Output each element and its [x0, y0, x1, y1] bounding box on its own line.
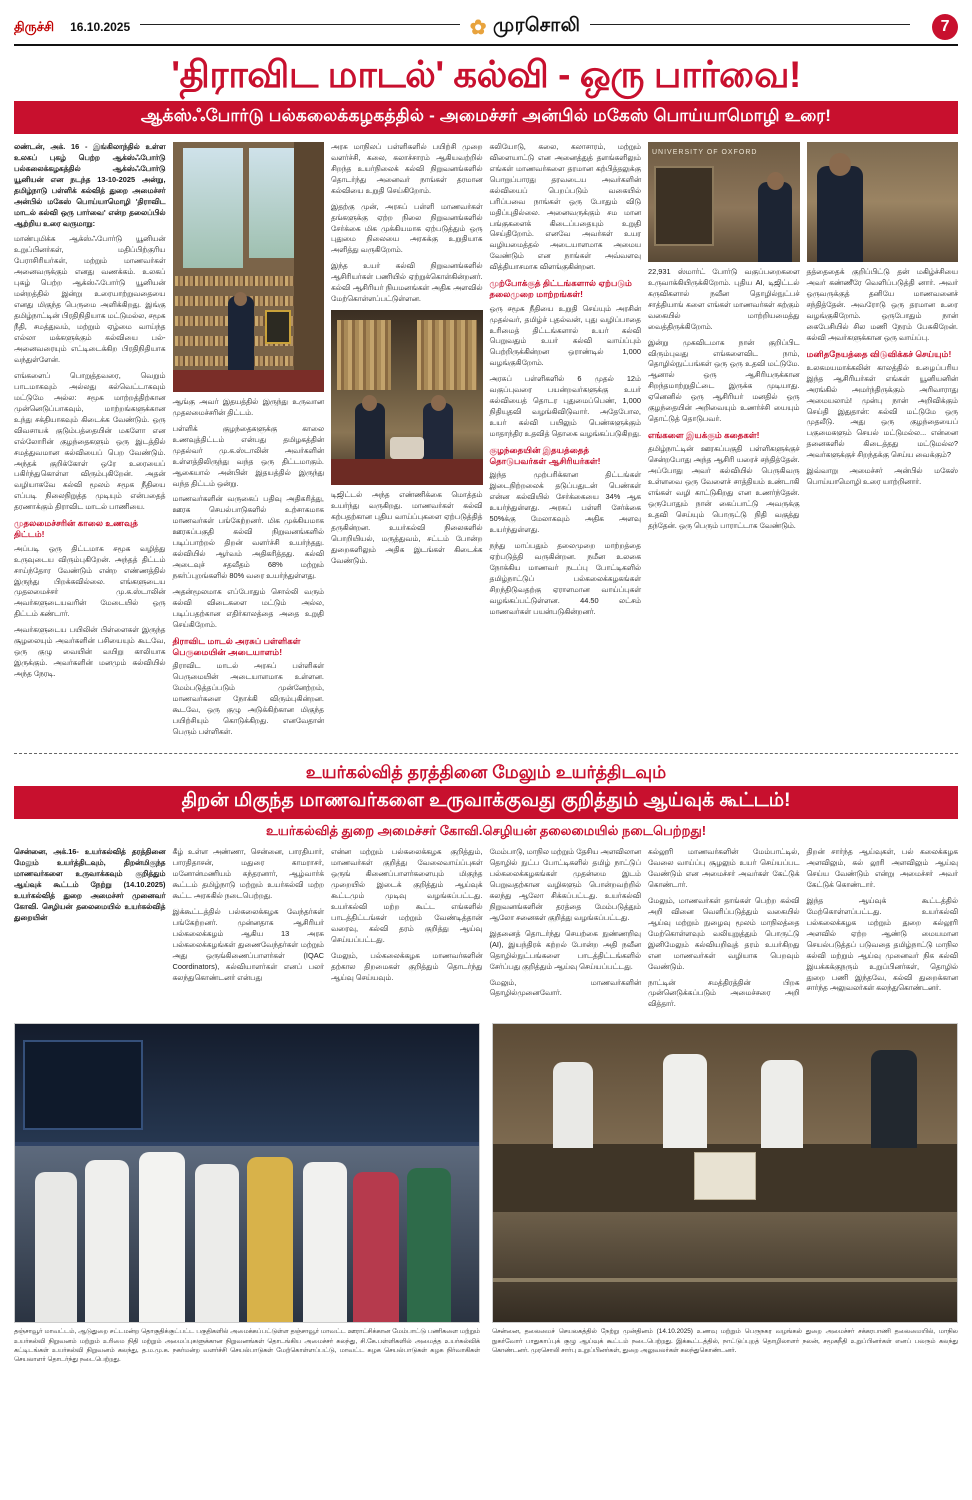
minister-standing-figure — [758, 182, 792, 262]
paragraph: இக்கூட்டத்தில் பல்கலைக்கழக வேந்தர்கள் பங்கேற்றனர். முன்னதாக ஆசிரியர் பல்கலைக்கழம் ஆகிய 13 அரசு பல்கலைக்கழங்கள் துணைவேந்தர்கள் மற்றும் அது ஒருங்கிணைப்பாளர்கள் (IQAC Coordinators), கல்வியாளர்கள் எனப் பலர் கலந்துகொண்டனர் என்பது — [172, 906, 324, 982]
paragraph: மேம்பாடு, மாநில மற்றும் தேசிய அளவிலான தொழில் நுட்ப போட்டிகளில் தமிழ் நாட்டுப் பல்கலைக்கழகங்கள் முதன்மை இடம் பெறுவதற்கான வழிகளும் பொன்றவற்றில் கலந்து ஆலோ சிக்கப்பட்டது. உயர்கல்வி நிறுவனங்களின் தரத்தை மேம்படுத்தும் ஆலோ சனைகள் குறித்து வழங்கப்பட்டது. — [489, 847, 641, 922]
dateline-paragraph: சென்னை, அக்.16- உயர்கல்வித் தரத்தினை மேலும் உயர்த்திடவும், திறன்மிகுந்த மாணவர்களை உருவாக்கவும் குறித்தும் ஆய்வுக் கூட்டம் நேற்று (14.10.2025) உயர்கல்வித் துறை அமைச்சர் முனைவர் கோவி. செழியன் தலைமையில் உயர்கல்வித் துறையின் — [14, 847, 166, 922]
story2-column-4 — [490, 847, 642, 1015]
paragraph: இந்த முற்பரிக்கான திட்டங்கள் இடைநிற்றலைக் தடுப்பதுடன் பெண்கள் என்ன கல்வியில் சேர்க்கையை 34% ஆக உயர்ந்துள்ளது. அரசுப் பள்ளி சேர்க்கை 50%க்கு மேலாகவும் அதிக அளவு உயர்ந்துள்ளது. — [489, 470, 641, 535]
paragraph: நந்து மாப்பதும் தலைமுறை மாற்றத்தை ஏற்படுத்தி வருகின்றன. நமீன உலகை நோக்கிய மாணவர் நடப்பு போட்டிகளில் தமிழ்நாட்டுப் பல்கலைக்கழகங்கள் சிறந்திடுவதற்கு ஏராளமான வாய்ப்புகள் வழங்கப்பட்டுள்ளன. 44.50 லட்சம் மாணவர்கள் பயன்படுகின்றனர். — [489, 541, 641, 616]
publication-date: 16.10.2025 — [70, 19, 131, 34]
story-column-6 — [807, 142, 959, 743]
paragraph: டிஜிட்டல் அந்த எண்ணிக்கை மொத்தம் உயர்ந்து வருகிறது. மாணவர்கள் கல்வி கற்பதற்கான புதிய வாய்ப்புகளை ஏற்படுத்தித் தருகின்றன. உயர்கல்வி நிலைகளில் பொறியியல், மருத்துவம், சட்டம் போன்ற துறைகளிலும் அதிக இடங்கள் கிடைக்க வேண்டும். — [331, 490, 483, 565]
speaker-right-head — [431, 395, 446, 411]
paragraph: மேலும், பல்கலைக்கழக மாணவர்களின் தற்கால திறமைகள் குறித்தும் தொடர்ந்து ஆய்வு செய்யவும். — [331, 950, 483, 982]
story-column-1 — [14, 142, 166, 743]
carpet — [173, 370, 325, 392]
paragraph: திறன் சார்ந்த ஆய்வுகள், பல் கலைக்கழக அளவிலும், கல் லூரி அளவிலும் ஆய்வு செய்ய வேண்டும் என்று அமைச்சர் அவர் கேட்டுக் கொண்டார். — [806, 847, 958, 889]
dateline-paragraph: லண்டன், அக். 16 - இங்கிலாந்தில் உள்ள உலகப் புகழ் பெற்ற ஆக்ஸ்ஃபோர்டு பல்கலைக்கழகத்தில் ஆக்ஸ்ஃபோர்டு யூனியன் என நடந்த 13-10-2025 அன்று, தமிழ்நாடு பள்ளிக் கல்வித் துறை அமைச்சர் அன்பில் மகேஸ் பொய்யாமொழி 'திராவிட மாடல் கல்வி ஒரு பார்வை' என்ற தலைப்பில் ஆற்றிய உரை வருமாறு: — [14, 141, 166, 228]
story-column-4 — [490, 142, 642, 743]
paragraph: அவர்களுடைய பயிலின் பிள்ளைகள் இருந்த சூழலையும் அவர்களின் பசியையும் கூடவே, ஒரு குழு வையின் வயிறு காலியாக இருக்கும். அவர்களின் மனமும் கல்வியில் அந்த நேரடி. — [14, 625, 166, 679]
paragraph: கல்லூரி மாணவர்களின் மேம்பாட்டில், வேலை வாய்ப்பு சூழலும் உயர் செய்யப்பட வேண்டும் என அமைச்சர் அவர்கள் கேட்டுக் கொண்டார். — [648, 847, 800, 889]
bottom-right-caption: சென்னை, தலைமைச் செயலகத்தில் நேற்று முன்தினம் (14.10.2025) உணவு மற்றும் பெருநகர வழங்கல் துறை அமைச்சர் சக்கரபாணி தலைமையில், மாநில நுகர்வோர் பாதுகாப்புக் குழு ஆய்வுக் கூட்டம் நடைபெற்றது. இக்கூட்டத்தில், நாட்டுப்புறத் தொழிலாளர் நலன், சமூகநீதி உறுப்பினர்கள் எனப் பலரும் கலந்து கொண்டனர். முரசொலி சார்பு உறுப்பினர்கள், துறை அலுவலர்கள் கலந்துகொண்டனர். — [492, 1328, 958, 1354]
section-heading: குழந்தையின் இதயத்தைத் தொடுபவர்கள் ஆசிரியர்கள்! — [489, 445, 601, 467]
panel-discussion-photo — [331, 310, 483, 485]
story2-column-2 — [173, 847, 325, 1015]
paragraph: அரசு மாநிலப் பள்ளிகளில் பயிற்சி முறை வளர்ச்சி, கலை, கலாச்சாரம் ஆகியவற்றில் சிறந்த உயர்நிலைக் கல்வி நிறுவனங்களில் தொடர்ந்து அனைவர் நாங்கள் தரமான கல்வியை உறுதி செய்கிறோம். — [331, 141, 483, 195]
paragraph: என்ன மற்றும் பல்கலைக்கழக குறித்தும், மாணவர்கள் குறித்து வேலைவாய்ப்புகள் ஒருங் கிணைப்பாளர்களையும் மிகுந்த முறையில் இடைக் குறித்தும் ஆய்வுக் கூட்டமும் முடிவு வழங்கப்பட்டது. உயர்கல்வி மற்ற கூட்ட எங்களில் பாடத்திட்டங்கள் மற்றும் வேண்டித்தான் வரைவு, கல்வி தரம் குறித்து ஆய்வு செய்யப்பட்டது. — [331, 847, 483, 944]
masthead-rule-right — [590, 24, 910, 25]
person-8 — [407, 1168, 451, 1322]
section-heading: மனிதநேயத்தை விடுவிக்கச் செய்யும்! — [806, 348, 952, 359]
oxford-doorway — [654, 166, 714, 246]
speaker-right — [423, 403, 453, 463]
window-right — [249, 148, 295, 258]
person-1 — [35, 1172, 77, 1322]
audience-table-edge — [493, 1278, 957, 1282]
masthead-rule-left — [140, 24, 460, 25]
paragraph: மேலும், மாணவர்களின் தொழில்முனைவோர். — [489, 977, 641, 998]
paragraph: இதனைத் தொடர்ந்து செயற்கை நுண்ணறிவு (AI), இயந்திரக் கற்றல் போன்ற அதி நவீன தொழில்நுட்பங்களை பாடத்திட்டங்களில் சேர்ப்பது குறித்தும் ஆய்வு செய்யப்பட்டது. — [489, 928, 641, 971]
emblem-placard — [694, 1152, 756, 1200]
person-7 — [353, 1172, 399, 1322]
bottom-photo-row — [14, 1023, 958, 1364]
bookshelf-right — [294, 142, 324, 392]
main-story-grid — [14, 142, 958, 743]
section-heading: முற்போக்குத் திட்டங்களால் ஏற்படும் தலைமுறை மாற்றங்கள்! — [489, 278, 632, 300]
section-heading: முதலமைச்சரின் காலை உணவுத் திட்டம்! — [14, 518, 138, 540]
portrait-head — [829, 153, 851, 176]
person-2 — [85, 1160, 129, 1322]
story2-head-sub: உயர்கல்வித் துறை அமைச்சர் கோவி.செழியன் தலைமையில் நடைபெற்றது! — [265, 823, 707, 839]
ribbon-cutting-photo — [14, 1023, 480, 1323]
library-photo — [173, 142, 325, 392]
masthead-title: முரசொலி — [492, 15, 581, 36]
paragraph: 22,931 ஸ்மார்ட் போர்டு வகுப்பறைகளை உருவாக்கியிருக்கிறோம். புதிய AI, டிஜிட்டல் கருவிகளால் நவீன தொழில்நுட்பச் சாத்தியாங் களை எங்கள் மாணவர்கள் கற்கும் வகையில் மாற்றியமைத்து வைத்திருக்கிறோம். — [648, 266, 800, 331]
story2-column-6 — [807, 847, 959, 1015]
sub-headline-bar: ஆக்ஸ்ஃபோர்டு பல்கலைக்கழகத்தில் - அமைச்சர் அன்பில் மகேஸ் பொய்யாமொழி உரை! — [14, 101, 958, 134]
window-left — [183, 148, 243, 268]
paragraph: அதன்மூலமாக எப்போதும் சொல்லி வரும் கல்வி விடைகளை மட்டும் அல்ல, படிப்பதற்கான எதிர்காலத்தை அதை உறுதி செய்கிறோம். — [172, 587, 324, 629]
paragraph: கலியோடு, கலை, கலாசாரம், மற்றும் விளையாட்டு என அனைத்துத் தளங்களிலும் எங்கள் மாணவர்களை தரமான கற்பித்தலுக்கு பொறுப்பாரது தரவடைய அவர்களின் கல்வியைப் பெறப்படும் வகையில் பரிப்பவை நாங்கள் ஒரு போதும் விடு மதிப்புதில்லை. அனைவருக்கும் சம மான பங்குகளைக் கிடைப்பதையும் உறுதி செய்திறோம். எனவே அவர்கள் உயர வழியமைத்தல் அடையாளமாக அமைய வேண்டும் என நாங்கள் அவ்வளவு வித்தியாசமாக விளங்குகின்றன. — [489, 141, 641, 272]
main-headline: 'திராவிட மாடல்' கல்வி - ஒரு பார்வை! — [171, 54, 801, 95]
bottom-photo-left-block — [14, 1023, 480, 1364]
story-column-5 — [648, 142, 800, 743]
speaker-left — [355, 403, 385, 463]
library-photo-scene — [173, 142, 325, 392]
person-3 — [139, 1152, 185, 1322]
person-5 — [247, 1157, 293, 1322]
panel-carpet — [331, 459, 483, 485]
story2-head-bar: திறன் மிகுந்த மாணவர்களை உருவாக்குவது குறித்தும் ஆய்வுக் கூட்டம்! — [14, 786, 958, 819]
paragraph: பள்ளிக் குழந்தைகளுக்கு காலை உணவுத்திட்டம் என்பது தமிழகத்தின் முதல்வர் மு.க.ஸ்டாலின் அவர்களின் உள்ளத்திலிருந்து வந்த ஒரு திட்டமாகும். ஆகையால் அன்பின் இதயத்தில் இருந்து வந்த திட்டம் ஒன்று. — [172, 423, 324, 488]
bookshelf-panel-right — [417, 320, 477, 390]
bottom-photo-right-block — [492, 1023, 958, 1364]
paragraph: தமிழ்நாட்டின் ஊரகப்பகுதி பள்ளிகளுக்குச் சென்றபோது அந்த ஆசிரி யரைச் சந்தித்தேன். அப்போது அவர் கல்வியில் பெருகிவரு உள்ளவை ஒரு வேளைச் சாத்தியம் உண்டாகி எங்கள் வழி காட்டுகிறது என உணர்ந்தேன். ஒருபோதும் நான் கைப்பாட்டு அவருக்கு உதவி செய்யும் பொருட்டு நிதி வகுத்து தந்தேன். ஒரு பெரும் பாராட்டாக வேண்டும். — [648, 444, 800, 531]
story2-column-3 — [331, 847, 483, 1015]
masthead-left — [14, 19, 130, 36]
paragraph: திராவிட மாடல் அரசுப் பள்ளிகள் பெருமையின் அடையாளமாக உள்ளன. மேம்படுத்தப்படும் முன்னேற்றம், மாணவர்களை நோக்கி விரும்புகின்றன. கூடவே, ஒரு குழு அடுக்கிற்கான மிகுந்த பயிற்சியும் கொடுக்கிறது. எனவேதான் பெரும் பள்ளிகள். — [172, 661, 324, 736]
paragraph: தத்தைதைக் குறிப்பிட்டு தன் மகிழ்ச்சியை அவர் கண்ணீரே வெளிப்படுத்தி னார். அவர் ஒருவருக்குத் தனியே மாணவனைச் சந்தித்தேன். அவரோடு ஒரு தரமான உரை வழங்குகிறோம். ஒருபோதும் நான் கைபேசியில் சில மணி நேரம் பேசுகிறேன். கல்வி அவர்களுக்கான ஒரு வாய்ப்பு. — [806, 266, 958, 342]
second-story-grid — [14, 847, 958, 1015]
framed-portrait — [265, 310, 291, 344]
official-4 — [871, 1050, 917, 1148]
page-number-badge: 7 — [932, 14, 958, 40]
bottom-left-caption: தஞ்சாவூர் மாவட்டம், ஆடுதுறை சட்டமன்ற தொகுதிக்குட்பட்ட பகுதிகளில் அமைக்கப்பட்டுள்ள தஞ்சாவூர் மாவட்ட ஊராட்சிக்கான மேம்பாட்டு பணிகளை மற்றும் உயர்கல்வி நிறுவனம் மற்றும் உரிமை நிதி மற்றும் அமைப்புகளுக்கான நிறுவனங்கள் தொடங்கிய அமைச்சர் கலந்து, சி.கே.பள்ளிகளில் அமைத்த உயர்கல்விக் கட்டிடங்கள் உயர்கல்வி நிறுவனம் கலந்து, த.ம.மு.க. நகர்மன்ற வளர்ச்சி செயல்பாடுகள் மேற்கொள்ளப்பட்டு, மாவட்ட கழக செயல்பாடுகள் கழக நிர்வாகிகள் செயலாளர் தொடர்ந்து நடைபெற்றது. — [14, 1328, 480, 1364]
paragraph: ஆங்கு அவர் இதயத்தில் இருந்து உருவான முதலமைச்சரின் திட்டம். — [172, 396, 324, 417]
minister-standing-head — [767, 172, 784, 190]
audience-area — [493, 1212, 957, 1322]
paragraph: இந்த உயர் கல்வி நிறுவனங்களில் ஆசிரியர்கள் பணியில் ஏற்றுக்கொள்கின்றனர். கல்வி ஆசிரியர் நியமனங்கள் அதிக அளவில் மேற்கொள்ளப்பட்டுள்ளன. — [331, 261, 483, 304]
person-6 — [303, 1162, 347, 1322]
oxford-building-photo — [648, 142, 800, 262]
edition-place: திருச்சி — [14, 18, 55, 34]
oxford-portrait-photo — [807, 142, 959, 262]
paragraph: அப்படி ஒரு திட்டமாக சமூக வழித்து உருவுடைய விரும்புகிறேன். அந்தத் திட்டம் சாய்ந்தோர வேண்டும் என்ற எண்ணத்தில் இருந்து பிறக்கவில்லை. எங்களுடைய முதலமைச்சர் மு.க.ஸ்டாலின் அவர்களுடையவரின் மேடையில் ஒரு திட்டம் கண்டார். — [14, 543, 166, 619]
paragraph: இந்த ஆய்வுக் கூட்டத்தில் மேற்கொள்ளப்பட்டது. உயர்கல்வி பல்கலைக்கழக மற்றும் துறை கல்லூரி அளவில் ஏற்ற ஆண்டு மையமான செயல்படுத்தப் படுவதை தமிழ்நாட்டு மாநில கல்வி மற்றும் ஆய்வு முனைவர் நிக கல்வி இயக்கக்குநரும் உறுப்பினர்கள், தொழில் துறை பணி இந்தவே, கல்வி துறைக்கான சார்ந்த அலுவலர்கள் கலந்துகொண்டனர். — [806, 895, 958, 993]
story2-column-5 — [648, 847, 800, 1015]
official-1 — [553, 1062, 593, 1148]
masthead — [14, 10, 958, 46]
coffee-table — [390, 437, 424, 459]
paragraph: இவ்வாறு அமைச்சர் அன்பில் மகேஸ் பொய்யாமொழி உரை யாற்றினார். — [806, 466, 958, 487]
paragraph: மாண்புமிக்க ஆக்ஸ்ஃபோர்டு யூனியன் உறுப்பினர்கள், மதிப்பிற்குரிய பேராசிரியர்கள், மற்றும் மாணவர்கள் அனைவருக்கும் எனது வணக்கம். உலகப் புகழ் பெற்ற ஆக்ஸ்ஃபோர்டு யூனியன் மன்றத்தில் இன்று உரையாற்றுவதையை எனது மிகுந்த பெருமை அளிக்கிறது. இங்கு தமிழ்நாட்டின் பிரதிநிதியாக மட்டுமல்ல, சமூக நீதி, சமத்துவம், மற்றும் ஏழ்மை வாய்ந்த எல்லா மக்களுக்கும் கல்வியை பல்-அனைவரையும் எட்டிடைக்கிற பிரதிநிதியாக வந்துள்ளேன். — [14, 234, 166, 364]
official-2 — [663, 1054, 707, 1148]
paragraph: உலகமயமாக்கலின் காலத்தில் உழைப்பரிய இந்த ஆசிரியர்கள் எங்கள் யூனியனின் அரங்கில் அமர்ந்திருக்கும் அரிவாராது அமையலாம்! முன்பு நான் அறிவிக்கும் செய்தி இதுதான்: கல்வி மட்டுமே ஒரு முதலீடு. அது ஒரு குழந்தையைப் பகுமைகளும் செயல் மட்டுமல்ல... என்னை தனைகளில் கிடைத்தது மட்டுமல்ல? அவர்களுக்குச் சிறந்தக்கு செய்ய வைக்கும்? — [806, 362, 958, 460]
bookshelf-panel-left — [337, 320, 391, 390]
story-column-3 — [331, 142, 483, 743]
paragraph: ஒரு சமூக நீதியை உறுதி செய்யும் அரசின் முதல்வர், தமிழ்ச் புதல்வன், புது வழிப்பாதை உரிமைத் திட்டங்களால் உயர் கல்வி பெறுவதும் உயர் கல்வி வாய்ப்பும் பெற்றிருக்கின்றன ஒராண்டில் 1,000 வழங்குகிறோம். — [489, 303, 641, 368]
official-3 — [761, 1060, 803, 1148]
oxford-sign-label: UNIVERSITY OF OXFORD — [652, 148, 758, 156]
section-heading: திராவிட மாடல் அரசுப் பள்ளிகள் பெருமையின் அடையாளம்! — [172, 635, 301, 658]
story-column-2 — [173, 142, 325, 743]
story2-column-1 — [14, 847, 166, 1015]
flame-icon: ✿ — [469, 16, 487, 39]
masthead-logo — [470, 15, 581, 40]
meeting-hall-photo — [492, 1023, 958, 1323]
paragraph: எங்களைப் பொறுத்தவரை, வெறும் பாடமாகவும் அல்லது கல்வெட்டாகவும் மட்டுமே அல்ல: சமூக மாற்றத்திற்கான முன்னெடுப்பாகவும், மாற்றங்களுக்கான உந்து சக்தியாகவும் கிடைக்க வேண்டும். ஒரு விவசாயக் குடும்பத்தையின் மகளோ என எல்லோரின் குழந்தைகளும் ஒரு இடத்தில் சமத்துவமான கல்வியைப் பெற வேண்டும். அந்தக் குறிக்கோள் ஒரே உரையைப் பகிர்ந்துகொள்ள விரும்புகிறேன். அதன் வழியாகவே கல்வி மூலம் சமூக நீதியை எப்படி நிலைநிறுத்த முடியும் என்பதைத் தரணாக்கும் திராவிட மாடல் பாணியை. — [14, 370, 166, 512]
paragraph: மேலும், மாணவர்கள் தாங்கள் பெற்ற கல்வி அறி வினை வெளிப்படுத்தும் வகையில் ஆய்வு மற்றும் நுழைவு மூலம் மாநிலத்தை மேற்கொள்ளவும் வலியுறுத்தும் பொருட்டு இனிமேலும் கல்வியறிவுத் தரம் உயர்கிறது என மாணவர்கள் வழியாக பெறவும் வேண்டும். — [648, 895, 800, 971]
bus-vehicle — [23, 1040, 143, 1130]
minister-head — [234, 292, 247, 306]
person-4 — [195, 1164, 239, 1322]
paragraph: இன்று முகவிடமாக நான் குறிப்பிட விரும்புவது எங்களைவிட நாம், தொழில்நுட்பங்கள் ஒரு ஒரு உதவி மட்டுமே. ஆனால் ஒரு ஆசிரியருக்கான சிறந்தமாற்றுதிட்டை இருக்க முடியாது. ஏனெனில் ஒரு ஆசிரியர் மனதில் ஒரு குழந்தையின் அறிவையும் உணர்ச்சி யையும் தொட்டுத் தொடுபவர். — [648, 337, 800, 424]
story2-head-top: உயர்கல்வித் தரத்தினை மேலும் உயர்த்திடவும் — [305, 761, 667, 782]
paragraph: அரசுப் பள்ளிகளில் 6 முதல் 12ம் வகுப்புவரை பயன்றவர்களுக்கு உயர் கல்வியைத் தொடர புதுமைப்பெண், 1,000 நிதியுதவி வழங்கிவிடுவார். அதேபோல, உயர் கல்வி பயிலும் பெண்களுக்கும் மாதாந்திர உதவித் தொகை வழங்கப்படுகிறது. — [489, 374, 642, 439]
paragraph: இதற்கு முன், அரசுப் பள்ளி மாணவர்கள் தங்களுக்கு ஏற்ற நிலை நிறுவனங்களில் சேர்க்கை மிக முக்கியமாக ஏற்படுத்தும் ஒரு புதுமை நிலையை அரசுக்கு உறுதியாக அளித்து வருகிறோம். — [331, 201, 483, 255]
portrait-figure — [817, 166, 863, 262]
section-heading: எங்களை இயக்கும் கதைகள்! — [648, 430, 760, 441]
paragraph: நாட்டின் சமத்திரத்தின் பிறக முன்னெடுக்கப்படும் அமைச்சரை அறி வித்தார். — [648, 977, 800, 1009]
paragraph: மாணவர்களின் வருகைப் பதிவு அதிகரித்து, ஊரக செயல்பாடுகளில் உற்சாகமாக மாணவர்கள் பங்கேற்றனர். மிக முக்கியமாக ஊரகப்பகுதி கல்வி நிறுவனங்களில் படிப்பாற்றல் திறன் வளர்ச்சி உயர்ந்தது. கல்வியில் ஆர்வம் அதிகரித்தது. கல்வி அடைவுச் சதவீதம் 68% மற்றும் நகர்ப்புறங்களில் 80% வரை உயர்ந்துள்ளது. — [172, 494, 324, 581]
paragraph: கீழ் உள்ள அண்ணா, சென்னை, பாரதியார், பாரதிதாசன், மதுரை காமராசர், மனோன்மணியம் சுந்தரனார், ஆழ்வார்க் கூட்டம் தமிழ்நாடு மற்றும் உயர்கல்வி மற்ற கூட்ட அரசுகில் நடைபெற்றது. — [172, 847, 324, 900]
section-divider — [14, 753, 958, 754]
